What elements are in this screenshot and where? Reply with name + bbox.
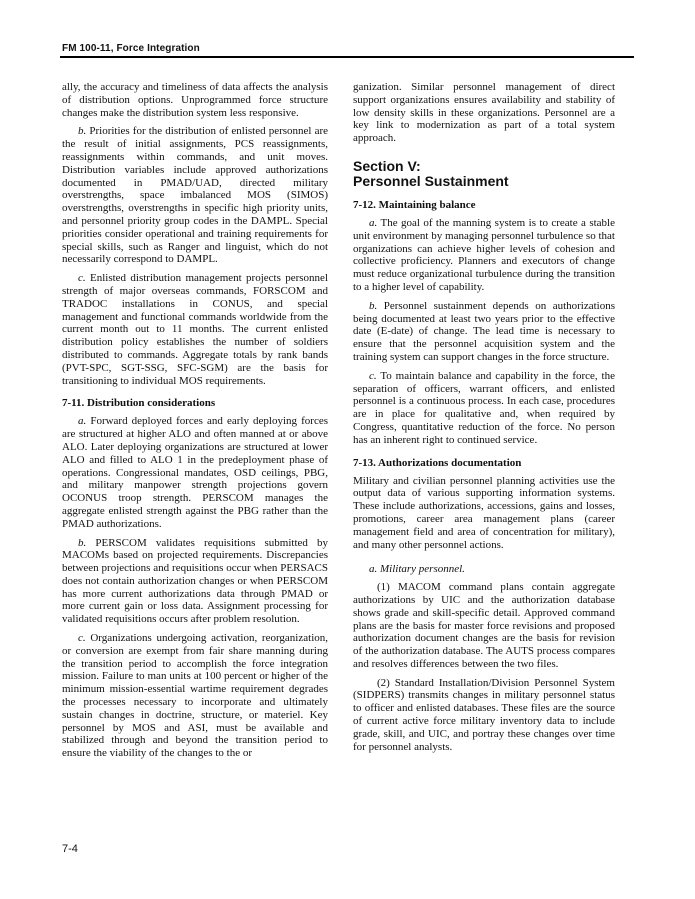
- paragraph-text: Personnel sustainment depends on authorizations being documented at least two years prior to the effective date (E-date) of change. The lead time is necessary to ensure that the personnel acquisition system and the training system can support changes in the force structure.: [353, 299, 616, 363]
- paragraph: [62, 272, 328, 387]
- heading-7-11: 7-11. Distribution considerations: [62, 397, 216, 410]
- paragraph-label: b.: [78, 125, 87, 138]
- paragraph-label: a.: [78, 415, 87, 428]
- left-column: [62, 81, 328, 766]
- paragraph-text: Priorities for the distribution of enlisted personnel are the result of initial assignments, PCS reassignments, reassignments within commands, and unit moves. Distribution variables include approved authorizations documented in PMAD/UAD, directed military overstrengths, space imbalanced MOS (SIMOS) overstrengths, overstrengths in specific high priority units, and personnel priority group codes in the DAMPL. Special priorities consider operational and training requirements for special skills, such as Ranger and linguist, which do not necessarily correspond to DAMPL.: [62, 125, 329, 266]
- paragraph: Military and civilian personnel planning activities use the output data of various supporting information systems. These include authorizations, accessions, gains and losses, promotions, career area management plans (career management field and area of concentration for military), and many other personnel actions.: [353, 474, 615, 551]
- paragraph-text: Forward deployed forces and early deploying forces are structured at higher ALO and often manned at or above ALO. Later deploying organizations are structured at lower ALO and filled to ALO 1 in the predeployment phase of operations. Congressional mandates, OSD ceilings, PBG, and military manpower strength projections govern OCONUS troop strength. PERSCOM manages the aggregate enlisted strength against the PBG rather than the PMAD authorizations.: [62, 415, 328, 530]
- subheading-military-personnel: a. Military personnel.: [369, 563, 465, 576]
- heading-7-13: 7-13. Authorizations documentation: [353, 456, 522, 469]
- running-header: FM 100-11, Force Integration: [62, 43, 200, 54]
- paragraph: (1) MACOM command plans contain aggregate authorizations by UIC and the authorization database shows grade and skill-specific detail. Approved command plans are the basis for master force revisions and proposed authorization document changes are the basis for revision of the authorization database. The AUTS process compares and resolves differences between the two files.: [353, 581, 615, 670]
- paragraph: [62, 125, 328, 266]
- paragraph: [353, 300, 615, 364]
- paragraph-text: Organizations undergoing activation, reorganization, or conversion are exempt from fair share manning during the transition period to accomplish the force integration mission. Failure to man units at 100 percent or higher of the minimum mission-essential wartime requirement degrades the processes necessary to incorporate and ultimately sustain changes in doctrine, structure, or materiel. Key personnel by MOS and ASI, must be available and stabilized through and beyond the transition period to ensure the viability of the changes to the or: [62, 632, 328, 760]
- heading-7-12: 7-12. Maintaining balance: [353, 198, 476, 211]
- paragraph-label: c.: [78, 632, 86, 645]
- paragraph-text: PERSCOM validates requisitions submitted by MACOMs based on projected requirements. Discrepancies between projections and requisitions occur when PERSACS does not contain authorization changes or when PERSCOM has more current authorizations data through PMAD or more current gain or loss data. Assignment processing for validated requisitions occurs after problem resolution.: [62, 536, 329, 626]
- paragraph: [62, 632, 328, 760]
- right-column: [353, 81, 615, 759]
- paragraph: (2) Standard Installation/Division Personnel System (SIDPERS) transmits changes in military personnel status to officer and enlisted databases. These files are the source of current active force military inventory data to include grade, skill, and UIC, and portray these changes over time for personnel analysts.: [353, 676, 615, 753]
- paragraph-label: c.: [78, 272, 86, 285]
- paragraph: [62, 537, 328, 627]
- paragraph-label: b.: [369, 299, 378, 312]
- page-number: 7-4: [62, 843, 78, 855]
- paragraph: [353, 370, 615, 447]
- paragraph-text: Enlisted distribution management projects personnel strength of major overseas commands, FORSCOM and TRADOC installations in CONUS, and special management and functional commands worldwide from the current month out to 11 months. The current enlisted distribution policy establishes the number of soldiers distributed to commands. Aggregate totals by rank bands (PVT-SPC, SGT-SSG, SFC-SGM) are the basis for transitioning to individual MOS requirements.: [62, 272, 328, 387]
- paragraph-text: The goal of the manning system is to create a stable unit environment by managing personnel turbulence so that organizations can achieve higher levels of cohesion and collective proficiency. Planners and executors of change must reduce organizational turbulence during the transition to a higher level of capability.: [353, 216, 615, 293]
- paragraph: ally, the accuracy and timeliness of data affects the analysis of distribution options. Unprogrammed force structure changes make the distribution system less responsive.: [62, 81, 328, 119]
- header-rule: [60, 56, 634, 58]
- section-title-line2: Personnel Sustainment: [353, 172, 509, 189]
- paragraph: [353, 217, 615, 294]
- paragraph: [62, 415, 328, 530]
- paragraph: ganization. Similar personnel management of direct support organizations ensures availability and stability of low density skills in these organizations. Personnel are a key link to modernization as part of a total system approach.: [353, 81, 615, 145]
- paragraph-text: To maintain balance and capability in the force, the separation of officers, warrant officers, and enlisted personnel is a continuous process. In each case, procedures are in place for qualitative and, when required by Congress, quantitative reduction of the force. No person has an inherent right to continued service.: [353, 369, 615, 446]
- section-title-line1: Section V:: [353, 157, 421, 174]
- paragraph-label: c.: [369, 369, 377, 382]
- section-title: [353, 159, 615, 189]
- paragraph-label: b.: [78, 536, 87, 549]
- paragraph-label: a.: [369, 216, 378, 229]
